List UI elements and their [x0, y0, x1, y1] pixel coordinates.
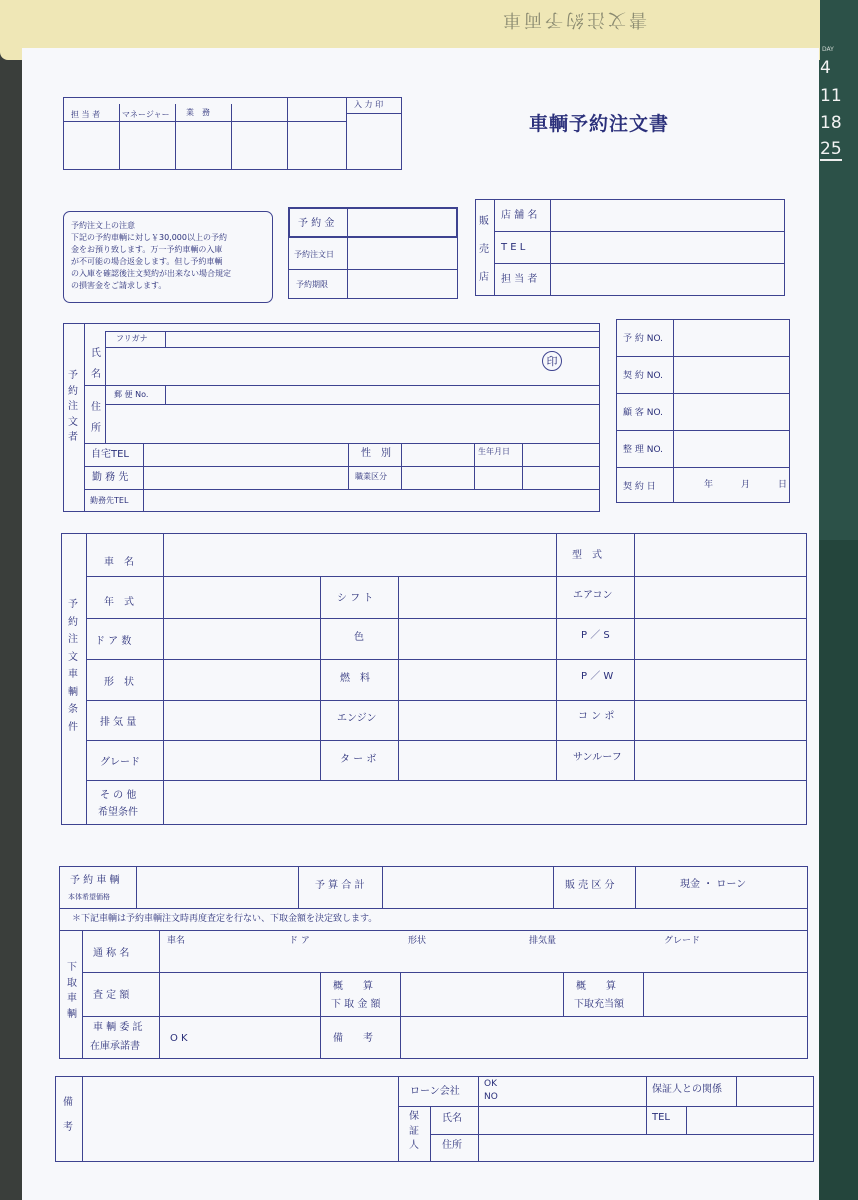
- fuel-label: 燃 料: [340, 673, 370, 684]
- staff-label: 担 当 者: [71, 110, 101, 119]
- approx-label-2: 概 算: [576, 981, 616, 992]
- guarantor-side-label: 保証人: [409, 1111, 419, 1151]
- model-label: 型 式: [572, 550, 602, 561]
- calendar-day: 18: [820, 113, 842, 133]
- operations-label: 業 務: [186, 108, 210, 117]
- tradein-car-name: 車名: [167, 936, 186, 946]
- workplace-label: 勤 務 先: [92, 472, 129, 483]
- orderer-side-label: 予約注文者: [68, 370, 78, 443]
- dealer-person-label: 担 当 者: [501, 274, 538, 285]
- store-name-label: 店 舗 名: [501, 210, 538, 221]
- dealer-side-3: 店: [479, 272, 489, 283]
- notice-text: 予約注文上の注意 下記の予約車輌に対し￥30,000以上の予約 金をお預り致します。万一予約車輌の入庫 が不可能の場合返金します。但し予約車輌 の入庫を確認後注文契約が出来ない場合規定 の損害金をご請求します。: [71, 221, 231, 290]
- gender-label: 性 別: [361, 448, 391, 459]
- turbo-label: タ ー ボ: [340, 754, 377, 765]
- furigana-label: フリガナ: [116, 334, 148, 343]
- manage-no-label: 整 理 NO.: [623, 445, 664, 455]
- deadline-label: 予約期限: [296, 280, 328, 289]
- reserve-price-sublabel: 本体希望価格: [68, 893, 110, 901]
- other-label: そ の 他: [100, 790, 137, 801]
- approx-label: 概 算: [333, 981, 373, 992]
- combo-label: コ ン ポ: [578, 711, 615, 722]
- vehicle-side-label: 予約注文車輌条件: [68, 599, 78, 733]
- loan-no-label: NO: [484, 1092, 498, 1102]
- budget-total-label: 予 算 合 計: [315, 880, 365, 891]
- postal-label: 郵 便 No.: [114, 390, 149, 399]
- tradein-displacement: 排気量: [529, 936, 557, 946]
- staff-stamp-table: [63, 97, 402, 170]
- shape-label: 形 状: [104, 677, 134, 688]
- tradein-side-label: 下取車輌: [67, 962, 77, 1020]
- seal-mark: 印: [542, 351, 562, 371]
- input-stamp-label: 入 力 印: [354, 100, 384, 109]
- sales-type-label: 販 売 区 分: [565, 880, 615, 891]
- dealer-side-1: 販: [479, 216, 489, 227]
- calendar-strip: [818, 0, 858, 540]
- loan-company-label: ローン会社: [410, 1086, 460, 1097]
- tradein-applied-label: 下取充当額: [574, 999, 624, 1010]
- shift-label: シ フ ト: [337, 593, 374, 604]
- consignment-label: 車 輌 委 託: [93, 1022, 143, 1033]
- reserve-no-label: 予 約 NO.: [623, 334, 664, 344]
- ps-label: P ／ S: [581, 630, 610, 641]
- birth-date-label: 生年月日: [478, 447, 510, 456]
- month-label: 月: [741, 480, 751, 490]
- appraisal-label: 査 定 額: [93, 990, 130, 1001]
- home-tel-label: 自宅TEL: [91, 449, 129, 460]
- tradein-door: ド ア: [289, 936, 310, 946]
- pw-label: P ／ W: [581, 671, 614, 682]
- work-tel-label: 勤務先TEL: [90, 496, 129, 505]
- calendar-label: DAY: [822, 46, 834, 53]
- contract-no-label: 契 約 NO.: [623, 371, 664, 381]
- customer-no-label: 顧 客 NO.: [623, 408, 664, 418]
- guarantor-tel-label: TEL: [652, 1112, 670, 1123]
- calendar-day: 4: [820, 58, 831, 78]
- form-title: 車輌予約注文書: [529, 113, 670, 135]
- tradein-table: [59, 866, 808, 1059]
- payment-type-label: 現金 ・ ローン: [680, 879, 747, 890]
- manager-label: マネージャー: [122, 110, 170, 119]
- tradein-amount-label: 下 取 金 額: [331, 999, 381, 1010]
- color-label: 色: [354, 632, 364, 643]
- year-model-label: 年 式: [104, 597, 134, 608]
- wish-conditions-label: 希望条件: [98, 807, 138, 818]
- deposit-amount-label: 予 約 金: [298, 218, 335, 229]
- tradein-shape: 形状: [408, 936, 427, 946]
- calendar-day: 11: [820, 86, 842, 106]
- guarantor-address-label: 住所: [442, 1140, 462, 1151]
- doors-label: ド ア 数: [95, 636, 132, 647]
- guarantor-name-label: 氏名: [442, 1113, 462, 1124]
- aircon-label: エアコン: [573, 590, 613, 601]
- day-label: 日: [778, 480, 788, 490]
- common-name-label: 通 称 名: [93, 948, 130, 959]
- pad-stub-text: 書文注約予両車: [500, 9, 647, 30]
- dealer-side-2: 売: [479, 244, 489, 255]
- remarks-label: 備 考: [333, 1033, 373, 1044]
- reserve-price-label: 予 約 車 輌: [70, 875, 120, 886]
- grade-label: グレード: [100, 757, 140, 768]
- sunroof-label: サンルーフ: [573, 752, 622, 763]
- guarantor-relation-label: 保証人との関係: [652, 1084, 722, 1095]
- displacement-label: 排 気 量: [100, 717, 137, 728]
- tradein-note: ＊下記車輌は予約車輌注文時再度査定を行ない、下取金額を決定致します。: [72, 914, 378, 924]
- year-label: 年: [704, 480, 714, 490]
- footer-remarks-side: 備考: [63, 1097, 73, 1133]
- car-name-label: 車 名: [104, 557, 134, 568]
- contract-date-label: 契 約 日: [623, 482, 656, 492]
- name-side-label: 氏名: [91, 348, 101, 380]
- order-date-label: 予約注文日: [294, 250, 334, 259]
- calendar-day: 25: [820, 139, 842, 159]
- job-category-label: 職業区分: [355, 472, 387, 481]
- address-side-label: 住所: [91, 402, 101, 434]
- loan-ok-label: OK: [484, 1079, 497, 1089]
- dealer-tel-label: T E L: [501, 242, 526, 253]
- ok-label: O K: [170, 1033, 188, 1044]
- stock-consent-label: 在庫承諾書: [90, 1041, 140, 1052]
- engine-label: エンジン: [337, 713, 377, 724]
- tradein-grade: グレード: [664, 936, 701, 946]
